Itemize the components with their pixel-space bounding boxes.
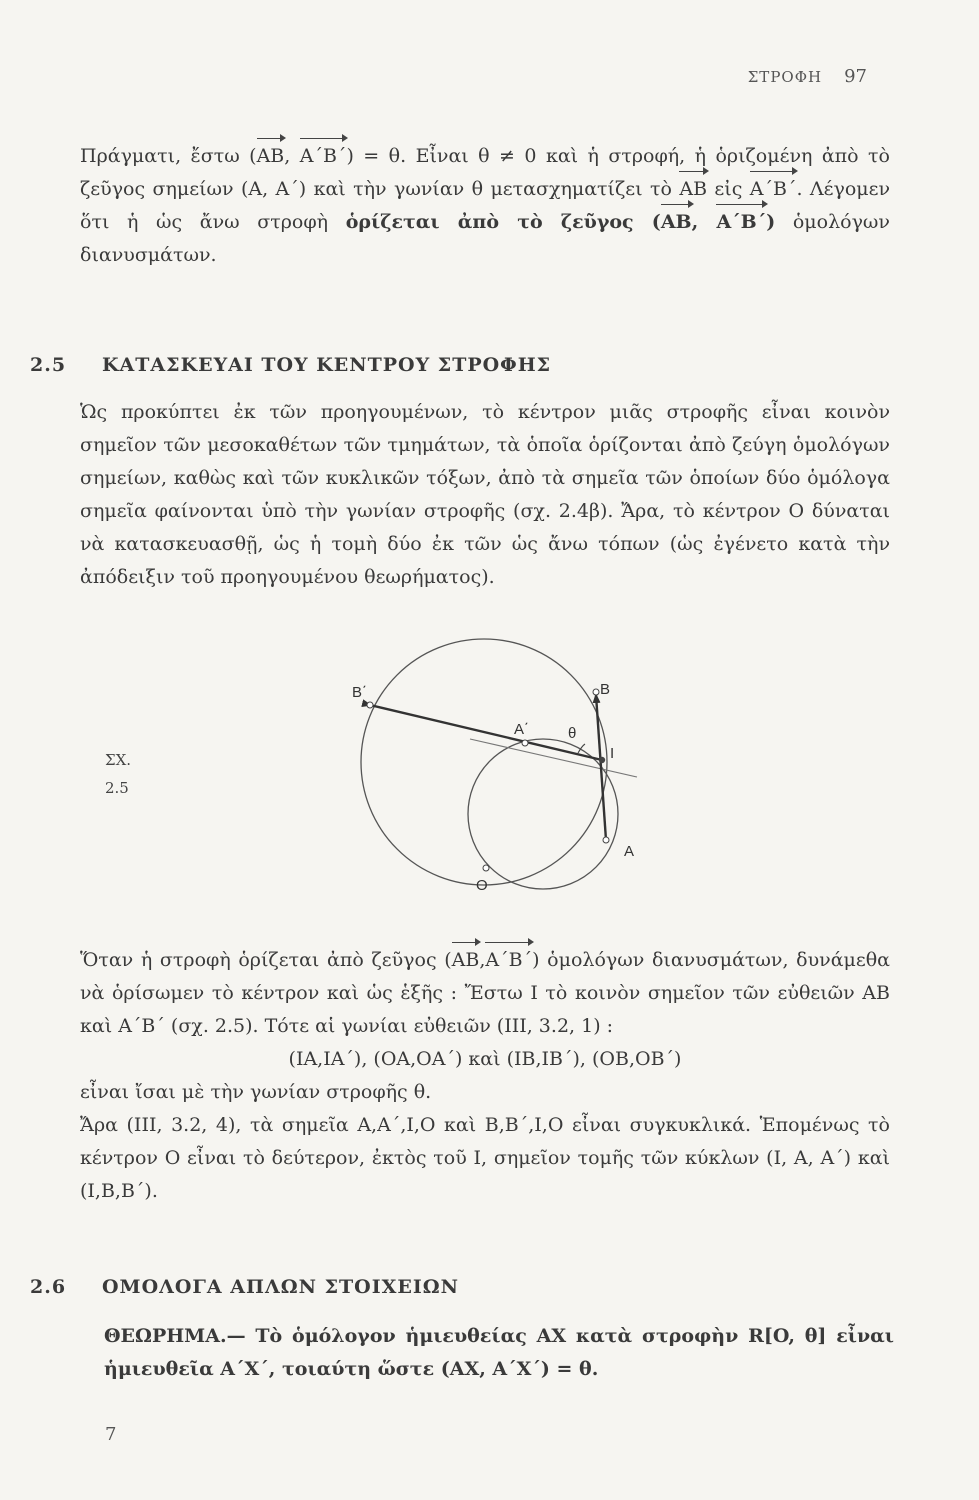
figure-label xyxy=(105,746,131,802)
figure-label-line2: 2.5 xyxy=(105,779,129,797)
label-i: I xyxy=(610,745,615,762)
intro-bold-comma: , xyxy=(691,211,717,233)
intro-bold-text: ὁρίζεται ἀπὸ τὸ ζεῦγος ( xyxy=(345,211,661,233)
label-theta: θ xyxy=(568,725,577,742)
vector-ab-2: AB xyxy=(679,173,707,206)
section-number: 2.5 xyxy=(30,354,67,376)
point-i xyxy=(599,757,605,763)
intro-text-c: εἰς xyxy=(707,178,750,200)
section-number-2-6: 2.6 xyxy=(30,1276,67,1298)
section-2-5-body: Ὡς προκύπτει ἐκ τῶν προηγουμένων, τὸ κέντρον μιᾶς στροφῆς εἶναι κοινὸν σημεῖον τῶν μεσοκαθέτων τῶν τμημάτων, τὰ ὁποῖα ὁρίζονται ἀπὸ ζεύγη ὁμολόγων σημείων, καθὼς καὶ τῶν κυκλικῶν τόξων, ἀπὸ τὰ σημεῖα τῶν ὁποίων δύο ὁμόλογα σημεῖα φαίνονται ὑπὸ τὴν γωνίαν στροφῆς (σχ. 2.4β). Ἄρα, τὸ κέντρον O δύναται νὰ κατασκευασθῇ, ὡς ἡ τομὴ δύο ἐκ τῶν ὡς ἄνω τόπων (ὡς ἐγένετο κατὰ τὴν ἀπόδειξιν τοῦ προηγουμένου θεωρήματος). xyxy=(80,401,890,588)
point-aprime xyxy=(522,740,528,746)
label-aprime: A΄ xyxy=(514,721,529,738)
intro-text-e: ὁμολόγων διανυσμάτων. xyxy=(80,211,890,266)
point-b xyxy=(593,689,599,695)
label-bprime: B΄ xyxy=(352,684,367,701)
label-a: A xyxy=(624,843,635,860)
paragraph-3 xyxy=(80,944,890,1208)
para3-text-d: Ἄρα (III, 3.2, 4), τὰ σημεῖα A,A΄,I,O καὶ B,B΄,I,O εἶναι συγκυκλικά. Ἑπομένως τὸ κέντρον O εἶναι τὸ δεύτερον, ἐκτὸς τοῦ I, σημεῖον τομῆς τῶν κύκλων (I, A, A΄) καὶ (I,B,B΄). xyxy=(80,1114,890,1202)
point-a xyxy=(603,837,609,843)
running-title: ΣΤΡΟΦΗ xyxy=(747,68,823,86)
para3-text-c: εἶναι ἴσαι μὲ τὴν γωνίαν στροφῆς θ. xyxy=(80,1081,432,1103)
page-number: 97 xyxy=(844,66,867,87)
vector-ab-4: AB xyxy=(452,944,480,977)
vector-ab-3: AB xyxy=(661,206,692,239)
intro-bold xyxy=(346,211,776,233)
vector-ab: AB xyxy=(257,140,285,173)
figure-label-line1: ΣΧ. xyxy=(105,751,132,769)
vector-apbp-3: A΄B΄ xyxy=(716,206,766,239)
intro-paragraph xyxy=(80,140,890,272)
intro-text-d: . Λέγομεν ὅτι ἡ ὡς ἄνω στροφὴ xyxy=(80,178,891,233)
point-bprime xyxy=(367,702,373,708)
intro-text-a: Πράγματι, ἔστω ( xyxy=(80,145,257,167)
label-b: B xyxy=(600,681,611,698)
intro-bold-end: ) xyxy=(766,211,776,233)
figure-2-5-diagram xyxy=(340,632,640,902)
para3-comma: , xyxy=(479,949,486,971)
theorem xyxy=(104,1320,894,1386)
para3-text-a: Ὅταν ἡ στροφὴ ὁρίζεται ἀπὸ ζεῦγος ( xyxy=(80,949,452,971)
intro-text-b: ) = θ. Εἶναι θ ≠ 0 καὶ ἡ στροφή, ἡ ὁριζομένη ἀπὸ τὸ ζεῦγος σημείων (A, A΄) καὶ τὴν γωνίαν θ μετασχηματίζει τὸ xyxy=(80,145,890,200)
section-title-2-6: ΟΜΟΛΟΓΑ ΑΠΛΩΝ ΣΤΟΙΧΕΙΩΝ xyxy=(102,1276,459,1298)
formula-angles: (IA,IA΄), (OA,OA΄) καὶ (IB,IB΄), (OB,OB΄) xyxy=(288,1048,682,1070)
point-o xyxy=(483,865,489,871)
section-title: ΚΑΤΑΣΚΕΥΑΙ ΤΟΥ ΚΕΝΤΡΟΥ ΣΤΡΟΦΗΣ xyxy=(102,354,552,376)
vector-apbp: A΄B΄ xyxy=(300,140,347,173)
theorem-text: Τὸ ὁμόλογον ἡμιευθείας AX κατὰ στροφὴν R[O, θ] εἶναι ἡμιευθεῖα A΄X΄, τοιαύτη ὥστε (AX, A΄X΄) = θ. xyxy=(104,1325,894,1380)
para3-text-b: ) ὁμολόγων διανυσμάτων, δυνάμεθα νὰ ὁρίσωμεν τὸ κέντρον καὶ ὡς ἑξῆς : Ἔστω I τὸ κοινὸν σημεῖον τῶν εὐθειῶν AB καὶ A΄B΄ (σχ. 2.5). Τότε αἱ γωνίαι εὐθειῶν (III, 3.2, 1) : xyxy=(80,949,891,1037)
running-header xyxy=(748,66,867,87)
vector-apbp-2: A΄B΄ xyxy=(750,173,797,206)
intro-comma: , xyxy=(284,145,300,167)
vector-apbp-4: A΄B΄ xyxy=(485,944,532,977)
signature-mark: 7 xyxy=(105,1424,117,1445)
theorem-label: ΘΕΩΡΗΜΑ.— xyxy=(104,1325,246,1347)
label-o: O xyxy=(476,877,488,894)
